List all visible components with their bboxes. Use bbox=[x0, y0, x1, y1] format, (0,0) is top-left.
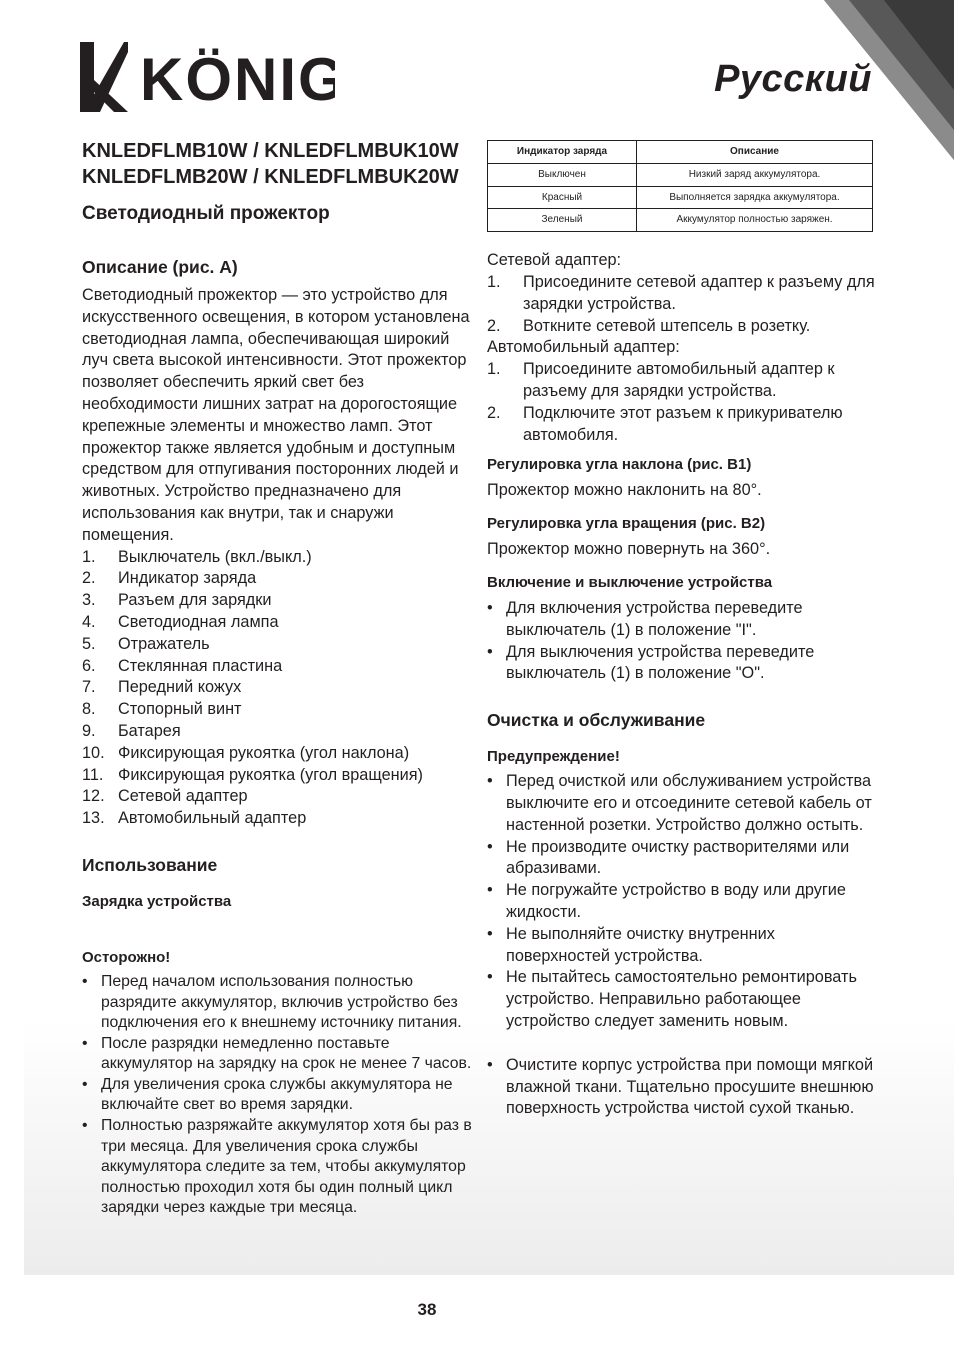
table-cell: Аккумулятор полностью заряжен. bbox=[637, 209, 873, 232]
list-item: 6. Стеклянная пластина bbox=[82, 656, 283, 675]
usage-heading: Использование bbox=[82, 854, 218, 875]
list-item: • Перед очисткой или обслуживанием устройства выключите его и отсоедините сетевой кабель от настенной розетки. Устройство должно остыть. bbox=[487, 772, 872, 834]
table-cell: Зеленый bbox=[488, 209, 637, 232]
list-item: • Не выполняйте очистку внутренних поверхностей устройства. bbox=[487, 924, 775, 965]
cleaning-heading: Очистка и обслуживание bbox=[487, 710, 706, 731]
list-item: 13. Автомобильный адаптер bbox=[82, 809, 307, 828]
list-item: • Не пытайтесь самостоятельно ремонтировать устройство. Неправильно работающее устройство следует заменить новым. bbox=[487, 968, 857, 1030]
table-header: Описание bbox=[637, 141, 873, 164]
list-item: • После разрядки немедленно поставьте аккумулятор на зарядку на срок не менее 7 часов. bbox=[82, 1034, 472, 1073]
description-text: Светодиодный прожектор — это устройство для искусственного освещения, в котором установлена светодиодная лампа, обеспечивающая широкий луч света высокой интенсивности. Этот прожектор позволяет обеспечить яркий свет без необходимости лишних затрат на дорогостоящие крепежные элементы и множество ламп. Этот прожектор также является удобным и доступным средством для отпугивания посторонних людей и животных. Устройство предназначено для использования как внутри, так и снаружи помещения. bbox=[82, 286, 470, 544]
tilt-heading: Регулировка угла наклона (рис. B1) bbox=[487, 456, 752, 474]
list-item: 1. Присоедините автомобильный адаптер к разъему для зарядки устройства. bbox=[487, 360, 835, 400]
rotation-text: Прожектор можно повернуть на 360°. bbox=[487, 540, 771, 559]
description-heading: Описание (рис. A) bbox=[82, 257, 238, 277]
warning-heading: Предупреждение! bbox=[487, 748, 620, 766]
mains-adapter-label: Сетевой адаптер: bbox=[487, 251, 622, 270]
power-heading: Включение и выключение устройства bbox=[487, 573, 773, 591]
model-line-1: KNLEDFLMB10W / KNLEDFLMBUK10W bbox=[82, 140, 459, 162]
list-item: 1. Присоедините сетевой адаптер к разъему для зарядки устройства. bbox=[487, 272, 875, 313]
list-item: • Перед началом использования полностью разрядите аккумулятор, включив устройство без подключения его к внешнему источнику питания. bbox=[82, 972, 462, 1032]
list-item: • Для включения устройства переведите выключатель (1) в положение "I". bbox=[487, 598, 803, 639]
list-item: • Очистите корпус устройства при помощи мягкой влажной ткани. Тщательно просушите внешнюю поверхность устройства чистой сухой тканью. bbox=[487, 1055, 874, 1118]
charging-heading: Зарядка устройства bbox=[82, 892, 232, 910]
list-item: • Полностью разряжайте аккумулятор хотя бы раз в три месяца. Для увеличения срока службы аккумулятора следите за тем, чтобы аккумулятор полностью проходил хотя бы один полный цикл зарядки через каждые три месяца. bbox=[82, 1117, 472, 1217]
list-item: 11. Фиксирующая рукоятка (угол вращения) bbox=[82, 765, 423, 784]
list-item: 9. Батарея bbox=[82, 721, 181, 740]
konig-logo bbox=[80, 40, 335, 114]
page-number: 38 bbox=[417, 1300, 437, 1319]
warning-list bbox=[487, 771, 879, 1033]
list-item: 2. Подключите этот разъем к прикуривателю автомобиля. bbox=[487, 403, 843, 444]
list-item: 5. Отражатель bbox=[82, 634, 210, 653]
table-header-row bbox=[488, 141, 873, 164]
table-header: Индикатор заряда bbox=[488, 141, 637, 164]
table-cell: Выполняется зарядка аккумулятора. bbox=[637, 186, 873, 209]
power-list bbox=[487, 598, 879, 685]
care-list bbox=[487, 1055, 879, 1120]
list-item: • Для выключения устройства переведите выключатель (1) в положение "O". bbox=[487, 642, 815, 683]
list-item: 3. Разъем для зарядки bbox=[82, 591, 272, 610]
list-item: 10. Фиксирующая рукоятка (угол наклона) bbox=[82, 743, 410, 762]
car-adapter-steps bbox=[487, 359, 879, 446]
list-item: • Для увеличения срока службы аккумулятора не включайте свет во время зарядки. bbox=[82, 1075, 453, 1114]
parts-list bbox=[82, 547, 474, 830]
list-item: 7. Передний кожух bbox=[82, 678, 242, 697]
caution-heading: Осторожно! bbox=[82, 948, 171, 966]
list-item: 4. Светодиодная лампа bbox=[82, 612, 279, 631]
mains-adapter-steps bbox=[487, 272, 879, 337]
table-row bbox=[488, 163, 873, 186]
left-column bbox=[82, 138, 474, 1219]
rotation-heading: Регулировка угла вращения (рис. B2) bbox=[487, 515, 766, 533]
model-line-2: KNLEDFLMB20W / KNLEDFLMBUK20W bbox=[82, 166, 459, 188]
list-item: • Не погружайте устройство в воду или другие жидкости. bbox=[487, 881, 846, 921]
table-row bbox=[488, 186, 873, 209]
list-item: 1. Выключатель (вкл./выкл.) bbox=[82, 547, 312, 566]
tilt-text: Прожектор можно наклонить на 80°. bbox=[487, 481, 762, 500]
car-adapter-label: Автомобильный адаптер: bbox=[487, 338, 680, 357]
brand-text: KÖNIG bbox=[140, 46, 335, 113]
table-row bbox=[488, 209, 873, 232]
language-title: Русский bbox=[714, 58, 872, 100]
list-item: 12. Сетевой адаптер bbox=[82, 787, 248, 806]
list-item: 2. Воткните сетевой штепсель в розетку. bbox=[487, 316, 811, 335]
table-cell: Низкий заряд аккумулятора. bbox=[637, 163, 873, 186]
right-column bbox=[487, 140, 879, 1120]
product-title: Светодиодный прожектор bbox=[82, 203, 330, 224]
list-item: • Не производите очистку растворителями или абразивами. bbox=[487, 837, 850, 878]
list-item: 2. Индикатор заряда bbox=[82, 569, 257, 588]
table-cell: Красный bbox=[488, 186, 637, 209]
caution-list bbox=[82, 972, 474, 1219]
list-item: 8. Стопорный винт bbox=[82, 700, 242, 719]
indicator-table bbox=[487, 140, 873, 232]
table-cell: Выключен bbox=[488, 163, 637, 186]
